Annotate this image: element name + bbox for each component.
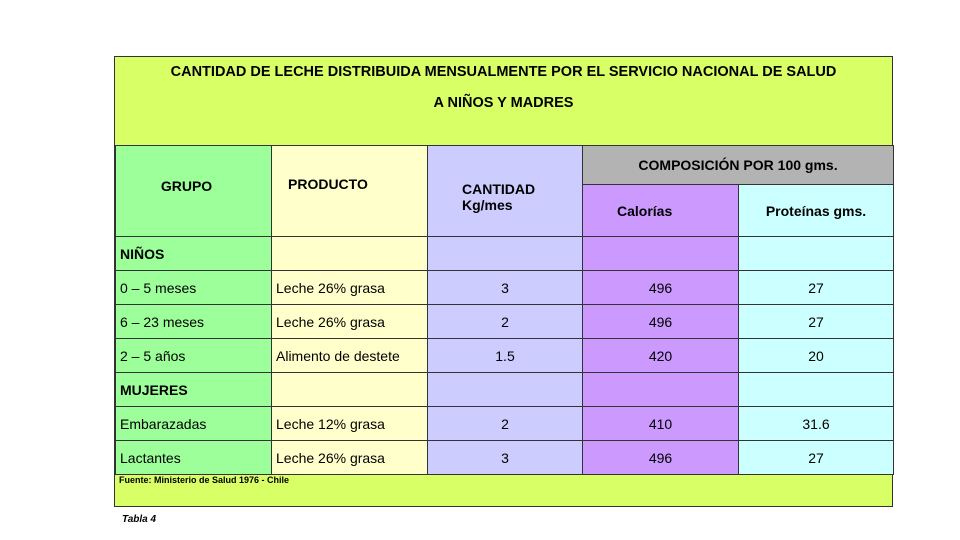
table-frame (114, 56, 893, 507)
cell-proteinas: 27 (739, 271, 894, 305)
title-line-2: A NIÑOS Y MADRES (433, 95, 574, 111)
section-label: MUJERES (116, 373, 272, 407)
cell-calorias: 496 (583, 271, 739, 305)
cell-grupo: 6 – 23 meses (116, 305, 272, 339)
cell-cantidad: 3 (428, 271, 583, 305)
cell-calorias: 420 (583, 339, 739, 373)
cell-grupo: 0 – 5 meses (116, 271, 272, 305)
cell-grupo: Embarazadas (116, 407, 272, 441)
header-composicion: COMPOSICIÓN POR 100 gms. (583, 146, 894, 185)
milk-distribution-table (115, 145, 894, 475)
header-grupo: GRUPO (116, 146, 272, 237)
cell-calorias: 496 (583, 305, 739, 339)
source-note: Fuente: Ministerio de Salud 1976 - Chile (119, 475, 290, 485)
table-row (116, 305, 894, 339)
cell-grupo: Lactantes (116, 441, 272, 475)
section-row-ninos (116, 237, 894, 271)
cell-proteinas: 20 (739, 339, 894, 373)
cell-producto: Leche 26% grasa (272, 441, 428, 475)
cell-cantidad: 2 (428, 407, 583, 441)
header-row-1 (116, 146, 894, 185)
table-title (115, 57, 892, 145)
header-proteinas: Proteínas gms. (739, 185, 894, 237)
table-row (116, 271, 894, 305)
table-caption: Tabla 4 (122, 514, 157, 525)
table-row (116, 339, 894, 373)
cell-producto: Leche 26% grasa (272, 271, 428, 305)
cell-grupo: 2 – 5 años (116, 339, 272, 373)
section-row-mujeres (116, 373, 894, 407)
header-producto: PRODUCTO (272, 146, 428, 237)
table-row (116, 441, 894, 475)
title-line-1: CANTIDAD DE LECHE DISTRIBUIDA MENSUALMENTE POR EL SERVICIO NACIONAL DE SALUD (170, 64, 837, 80)
section-label: NIÑOS (116, 237, 272, 271)
cell-proteinas: 31.6 (739, 407, 894, 441)
header-calorias: Calorías (583, 185, 739, 237)
cell-proteinas: 27 (739, 441, 894, 475)
cell-cantidad: 2 (428, 305, 583, 339)
cell-producto: Leche 26% grasa (272, 305, 428, 339)
cell-calorias: 410 (583, 407, 739, 441)
header-cantidad: CANTIDAD Kg/mes (428, 146, 583, 237)
cell-proteinas: 27 (739, 305, 894, 339)
cell-producto: Leche 12% grasa (272, 407, 428, 441)
table-row (116, 407, 894, 441)
cell-producto: Alimento de destete (272, 339, 428, 373)
cell-calorias: 496 (583, 441, 739, 475)
cell-cantidad: 3 (428, 441, 583, 475)
cell-cantidad: 1.5 (428, 339, 583, 373)
